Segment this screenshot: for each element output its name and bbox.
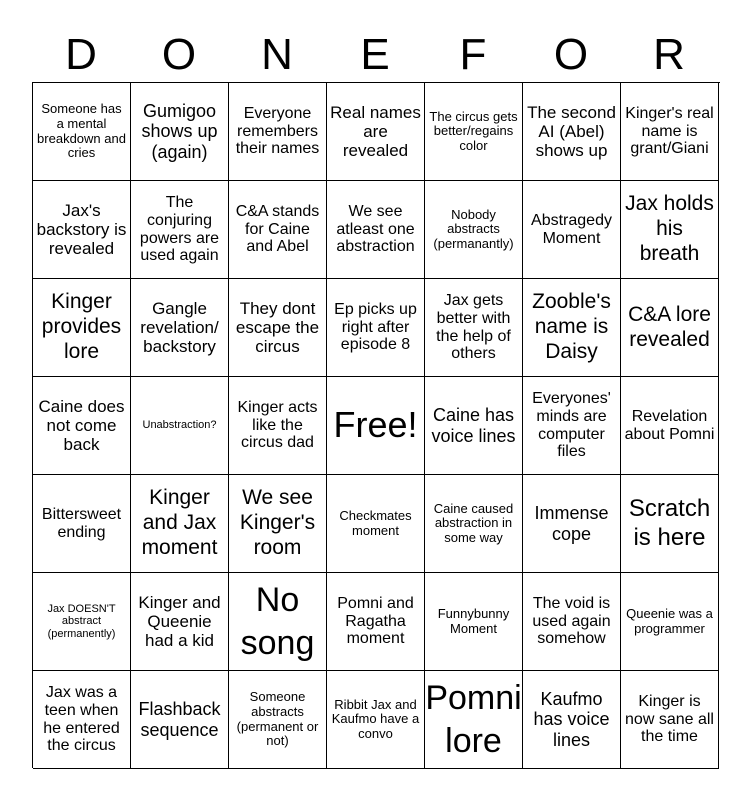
cell-text: Gumigoo shows up (again) [141, 101, 218, 162]
cell-text: Caine has voice lines [431, 405, 516, 446]
bingo-cell[interactable] [327, 83, 425, 181]
bingo-cell[interactable] [621, 83, 719, 181]
bingo-cell[interactable] [425, 83, 523, 181]
cell-text: Queenie was a programmer [626, 605, 713, 636]
bingo-cell[interactable] [33, 83, 131, 181]
cell-text: The second AI (Abel) shows up [527, 102, 616, 161]
cell-text: Pomni lore [425, 679, 522, 760]
cell-text: Nobody abstracts (permanantly) [433, 206, 514, 251]
bingo-cell[interactable] [621, 573, 719, 671]
cell-text: Ep picks up right after episode 8 [334, 300, 417, 354]
title-letter: D [65, 30, 97, 79]
bingo-cell[interactable] [131, 377, 229, 475]
bingo-cell[interactable] [327, 279, 425, 377]
cell-text: Jax gets better with the help of others [436, 291, 511, 363]
title-letter: F [459, 30, 487, 79]
cell-text: The conjuring powers are used again [139, 193, 220, 265]
bingo-cell[interactable] [523, 475, 621, 573]
bingo-cell[interactable] [425, 671, 523, 769]
title-letter: O [161, 30, 197, 79]
cell-text: Unabstraction? [142, 419, 217, 432]
bingo-cell[interactable] [523, 573, 621, 671]
bingo-cell[interactable] [425, 573, 523, 671]
bingo-cell[interactable] [621, 279, 719, 377]
cell-text: Caine caused abstraction in some way [433, 500, 514, 545]
cell-text: C&A lore revealed [628, 302, 711, 351]
cell-text: Kinger provides lore [41, 290, 122, 363]
cell-text: Pomni and Ragatha moment [337, 594, 414, 648]
cell-text: Caine does not come back [38, 396, 125, 455]
title-letter: N [261, 30, 293, 79]
cell-text: Funnybunny Moment [437, 605, 510, 636]
cell-text: Jax DOESN'T abstract (permanently) [47, 603, 116, 640]
cell-text: No song [240, 581, 315, 662]
bingo-cell[interactable] [523, 181, 621, 279]
cell-text: Kinger is now sane all the time [625, 692, 714, 746]
cell-text: Gangle revelation/ backstory [140, 298, 219, 357]
bingo-cell[interactable] [621, 377, 719, 475]
title-letter: R [653, 30, 685, 79]
cell-text: Immense cope [534, 503, 609, 544]
bingo-cell[interactable] [523, 279, 621, 377]
bingo-cell[interactable] [131, 573, 229, 671]
bingo-cell[interactable] [229, 475, 327, 573]
cell-text: Flashback sequence [138, 699, 221, 740]
title-letter: E [360, 30, 390, 79]
bingo-cell[interactable] [131, 671, 229, 769]
bingo-cell[interactable] [229, 83, 327, 181]
cell-text: Jax holds his breath [625, 192, 714, 265]
cell-text: We see Kinger's room [239, 486, 316, 559]
bingo-cell[interactable] [621, 181, 719, 279]
cell-text: Everyone remembers their names [235, 104, 320, 158]
bingo-cell[interactable] [621, 475, 719, 573]
cell-text: C&A stands for Caine and Abel [235, 202, 320, 256]
bingo-cell[interactable] [327, 181, 425, 279]
cell-text: Revelation about Pomni [624, 407, 715, 443]
bingo-board [32, 82, 720, 768]
bingo-cell[interactable] [425, 279, 523, 377]
bingo-title [32, 28, 720, 82]
bingo-cell[interactable] [131, 181, 229, 279]
cell-text: Scratch is here [628, 494, 711, 551]
cell-text: Bittersweet ending [41, 505, 122, 541]
bingo-cell[interactable] [33, 475, 131, 573]
cell-text: Kinger and Queenie had a kid [138, 592, 221, 651]
cell-text: Checkmates moment [339, 507, 412, 538]
bingo-cell[interactable] [523, 377, 621, 475]
bingo-cell[interactable] [425, 377, 523, 475]
cell-text: Zooble's name is Daisy [532, 290, 611, 363]
bingo-cell[interactable] [229, 377, 327, 475]
cell-text: Abstragedy Moment [531, 211, 612, 247]
bingo-cell[interactable] [327, 671, 425, 769]
cell-text: Jax's backstory is revealed [36, 200, 127, 259]
bingo-cell[interactable] [229, 181, 327, 279]
bingo-cell[interactable] [327, 573, 425, 671]
bingo-cell[interactable] [33, 377, 131, 475]
bingo-cell[interactable] [229, 573, 327, 671]
bingo-cell[interactable] [131, 83, 229, 181]
bingo-cell[interactable] [229, 671, 327, 769]
bingo-cell-free[interactable] [327, 377, 425, 475]
cell-text: Everyones' minds are computer files [532, 389, 611, 461]
bingo-cell[interactable] [33, 181, 131, 279]
bingo-cell[interactable] [131, 279, 229, 377]
cell-text: Someone has a mental breakdown and cries [37, 101, 126, 161]
cell-text: They dont escape the circus [235, 298, 320, 357]
cell-text: Someone abstracts (permanent or not) [236, 689, 319, 749]
cell-text: Kinger acts like the circus dad [237, 398, 318, 452]
bingo-cell[interactable] [425, 475, 523, 573]
cell-text: Kinger's real name is grant/Giani [625, 104, 714, 158]
bingo-cell[interactable] [425, 181, 523, 279]
bingo-cell[interactable] [33, 279, 131, 377]
cell-text: The void is used again somehow [532, 594, 611, 648]
bingo-cell[interactable] [229, 279, 327, 377]
bingo-cell[interactable] [327, 475, 425, 573]
bingo-cell[interactable] [523, 83, 621, 181]
free-space-text: Free! [333, 404, 418, 446]
bingo-cell[interactable] [621, 671, 719, 769]
title-letter: O [553, 30, 589, 79]
bingo-cell[interactable] [33, 671, 131, 769]
cell-text: Jax was a teen when he entered the circus [43, 683, 120, 755]
cell-text: Real names are revealed [330, 102, 421, 161]
bingo-cell[interactable] [131, 475, 229, 573]
cell-text: The circus gets better/regains color [429, 108, 518, 153]
bingo-cell[interactable] [33, 573, 131, 671]
cell-text: We see atleast one abstraction [336, 202, 415, 256]
cell-text: Kinger and Jax moment [141, 486, 218, 559]
bingo-cell[interactable] [523, 671, 621, 769]
cell-text: Kaufmo has voice lines [533, 689, 610, 750]
cell-text: Ribbit Jax and Kaufmo have a convo [331, 696, 420, 741]
